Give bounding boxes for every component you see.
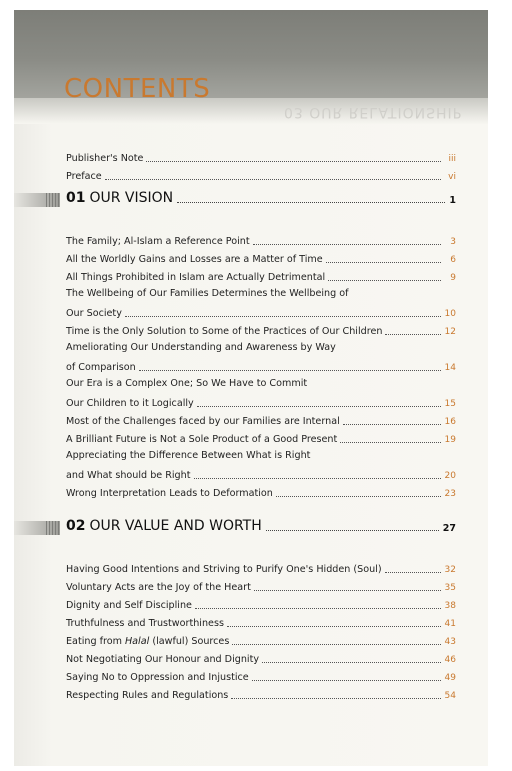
leader-dots <box>262 662 441 663</box>
toc-entry-page: 35 <box>444 583 456 593</box>
leader-dots <box>197 406 441 407</box>
toc-entry <box>66 481 456 499</box>
toc-entry <box>66 247 456 265</box>
toc-entry-label: Respecting Rules and Regulations <box>66 690 229 701</box>
toc-entry-line: Our Era is a Complex One; So We Have to Commit <box>66 378 308 389</box>
toc-entry-label: Time is the Only Solution to Some of the Practices of Our Children <box>66 326 383 337</box>
toc-entry-label: All Things Prohibited in Islam are Actually Detrimental <box>66 272 326 283</box>
section-marker-bar <box>14 521 60 535</box>
toc-entry <box>66 391 456 409</box>
leader-dots <box>340 442 441 443</box>
leader-dots <box>328 280 441 281</box>
leader-dots <box>343 424 441 425</box>
toc-entry <box>66 463 456 481</box>
toc-entry-label: Having Good Intentions and Striving to Purify One's Hidden (Soul) <box>66 564 382 575</box>
toc-entry-page: 12 <box>444 327 456 337</box>
toc-entry-page: 10 <box>444 309 456 319</box>
toc-entry-label: Our Society <box>66 308 122 319</box>
section-heading-01 <box>14 190 488 210</box>
leader-dots <box>231 698 441 699</box>
toc-entry-label: A Brilliant Future is Not a Sole Product of a Good Present <box>66 434 338 445</box>
toc-entry-label: of Comparison <box>66 362 136 373</box>
page-title: CONTENTS <box>64 74 211 104</box>
toc-entry-label: Wrong Interpretation Leads to Deformation <box>66 488 273 499</box>
leader-dots <box>385 572 441 573</box>
book-page <box>14 10 488 766</box>
section-01-entries <box>66 229 456 499</box>
toc-entry <box>66 301 456 319</box>
toc-entry <box>66 164 456 182</box>
toc-entry-page: iii <box>448 154 456 164</box>
section-number: 01 <box>66 190 86 206</box>
leader-dots <box>252 680 441 681</box>
section-02-entries <box>66 557 456 701</box>
toc-entry-page: 6 <box>450 255 456 265</box>
leader-dots <box>266 530 439 531</box>
toc-entry-page: 49 <box>444 673 456 683</box>
toc-entry-page: 43 <box>444 637 456 647</box>
toc-entry-label: Dignity and Self Discipline <box>66 600 192 611</box>
toc-entry <box>66 319 456 337</box>
section-number: 02 <box>66 518 86 534</box>
toc-entry-page: 15 <box>444 399 456 409</box>
toc-entry-page: vi <box>448 172 456 182</box>
toc-entry-label: Voluntary Acts are the Joy of the Heart <box>66 582 251 593</box>
leader-dots <box>253 244 441 245</box>
toc-entry <box>66 629 456 647</box>
toc-entry <box>66 409 456 427</box>
toc-entry-page: 46 <box>444 655 456 665</box>
section-heading-02 <box>14 518 488 538</box>
toc-entry-page: 23 <box>444 489 456 499</box>
toc-entry-label: Publisher's Note <box>66 153 144 164</box>
leader-dots <box>232 644 441 645</box>
toc-entry <box>66 229 456 247</box>
toc-entry <box>66 647 456 665</box>
toc-entry-line: The Wellbeing of Our Families Determines the Wellbeing of <box>66 288 349 299</box>
leader-dots <box>146 161 441 162</box>
toc-entry-page: 20 <box>444 471 456 481</box>
section-title: OUR VISION <box>89 190 174 206</box>
leader-dots <box>326 262 441 263</box>
leader-dots <box>254 590 441 591</box>
leader-dots <box>194 478 442 479</box>
toc-entry <box>66 683 456 701</box>
toc-entry <box>66 611 456 629</box>
front-matter-list <box>66 146 456 182</box>
toc-entry-label: Saying No to Oppression and Injustice <box>66 672 249 683</box>
toc-entry-line: Appreciating the Difference Between What is Right <box>66 450 311 461</box>
toc-entry-page: 38 <box>444 601 456 611</box>
section-heading-content <box>66 190 456 206</box>
leader-dots <box>139 370 441 371</box>
leader-dots <box>125 316 441 317</box>
toc-entry-label: All the Worldly Gains and Losses are a Matter of Time <box>66 254 323 265</box>
toc-entry-page: 54 <box>444 691 456 701</box>
toc-entry <box>66 575 456 593</box>
toc-entry-label: Most of the Challenges faced by our Families are Internal <box>66 416 340 427</box>
toc-entry-page: 19 <box>444 435 456 445</box>
toc-entry-label: The Family; Al-Islam a Reference Point <box>66 236 250 247</box>
section-heading-content <box>66 518 456 534</box>
section-marker-bar <box>14 193 60 207</box>
section-page: 1 <box>449 195 456 206</box>
bleed-through-text: 03 OUR RELATIONSHIP <box>284 104 463 120</box>
toc-entry-label: Truthfulness and Trustworthiness <box>66 618 224 629</box>
leader-dots <box>385 334 441 335</box>
toc-entry-page: 41 <box>444 619 456 629</box>
toc-entry-page: 3 <box>450 237 456 247</box>
toc-entry-page: 16 <box>444 417 456 427</box>
leader-dots <box>227 626 441 627</box>
leader-dots <box>195 608 441 609</box>
toc-entry <box>66 593 456 611</box>
toc-entry-label: and What should be Right <box>66 470 191 481</box>
toc-entry-page: 14 <box>444 363 456 373</box>
leader-dots <box>276 496 441 497</box>
toc-entry-line: Ameliorating Our Understanding and Awareness by Way <box>66 342 336 353</box>
toc-entry <box>66 265 456 283</box>
toc-entry <box>66 427 456 445</box>
toc-entry-page: 9 <box>450 273 456 283</box>
toc-entry-label: Eating from Halal (lawful) Sources <box>66 636 230 647</box>
toc-entry-page: 32 <box>444 565 456 575</box>
toc-entry-label: Our Children to it Logically <box>66 398 194 409</box>
toc-entry <box>66 146 456 164</box>
toc-entry <box>66 355 456 373</box>
section-page: 27 <box>442 523 456 534</box>
italic-term: Halal <box>124 636 150 647</box>
toc-entry-label: Preface <box>66 171 102 182</box>
leader-dots <box>177 202 445 203</box>
toc-entry-label: Not Negotiating Our Honour and Dignity <box>66 654 260 665</box>
toc-entry <box>66 665 456 683</box>
toc-entry <box>66 557 456 575</box>
section-title: OUR VALUE AND WORTH <box>89 518 262 534</box>
leader-dots <box>105 179 441 180</box>
